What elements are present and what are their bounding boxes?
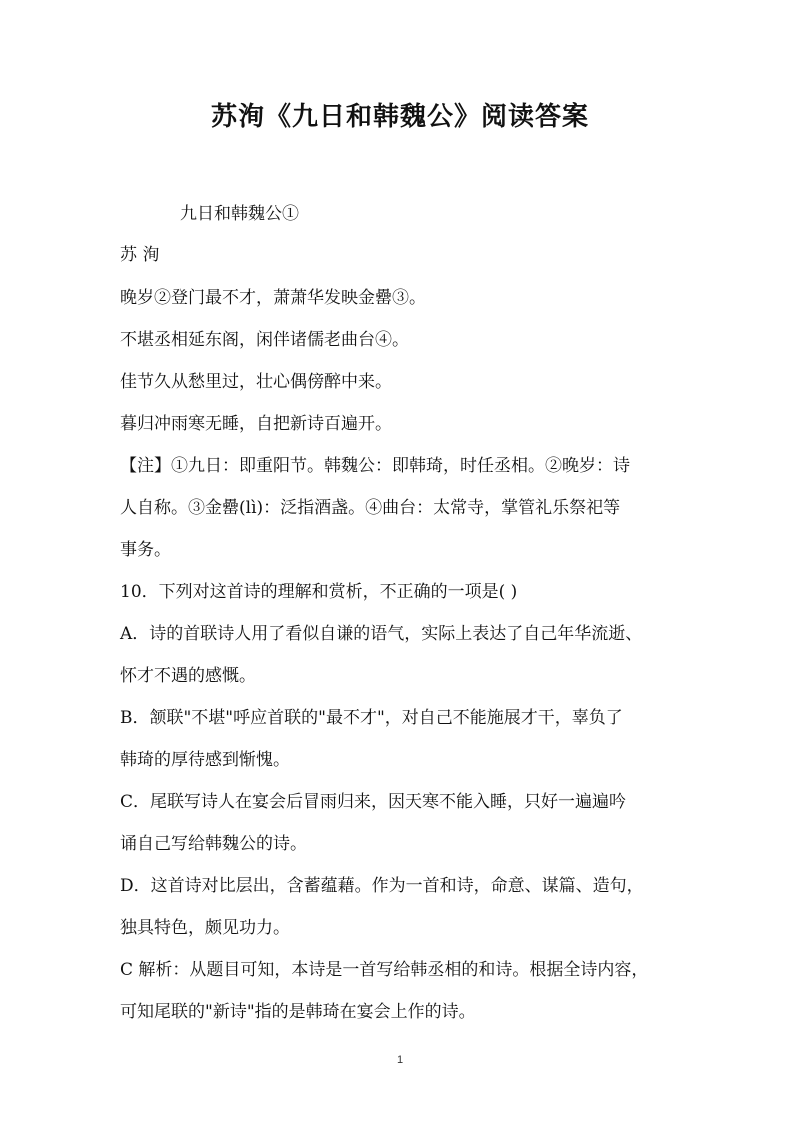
option-b-line-1: B．颔联"不堪"呼应首联的"最不才"，对自己不能施展才干，辜负了 [120,708,623,728]
poem-line: 晚岁②登门最不才，萧萧华发映金罍③。 [120,288,426,308]
poem-line: 不堪丞相延东阁，闲伴诸儒老曲台④。 [120,330,409,350]
page-number: 1 [396,1054,404,1066]
option-d-line-1: D．这首诗对比层出，含蓄蕴藉。作为一首和诗，命意、谋篇、造句， [120,876,644,896]
poem-line: 暮归冲雨寒无睡，自把新诗百遍开。 [120,414,392,434]
poem-line: 佳节久从愁里过，壮心偶傍醉中来。 [120,372,392,392]
option-c-line-1: C．尾联写诗人在宴会后冒雨归来，因天寒不能入睡，只好一遍遍吟 [120,792,627,812]
option-b-line-2: 韩琦的厚待感到惭愧。 [120,750,290,770]
option-c-line-2: 诵自己写给韩魏公的诗。 [120,834,307,854]
answer-line: C 解析：从题目可知，本诗是一首写给韩丞相的和诗。根据全诗内容， [120,960,649,980]
poem-author: 苏 洵 [120,245,160,265]
notes-line: 事务。 [120,540,171,560]
option-d-line-2: 独具特色，颇见功力。 [120,918,290,938]
option-a-line-1: A．诗的首联诗人用了看似自谦的语气，实际上表达了自己年华流逝、 [120,624,643,644]
poem-title: 九日和韩魏公① [180,204,299,224]
question-stem: 10．下列对这首诗的理解和赏析，不正确的一项是( ) [120,582,518,602]
option-a-line-2: 怀才不遇的感慨。 [120,666,256,686]
answer-line: 可知尾联的"新诗"指的是韩琦在宴会上作的诗。 [120,1002,476,1022]
notes-line: 【注】①九日：即重阳节。韩魏公：即韩琦，时任丞相。②晚岁：诗 [120,456,630,476]
notes-line: 人自称。③金罍(lì)：泛指酒盏。④曲台：太常寺，掌管礼乐祭祀等 [120,498,621,518]
page-title: 苏洵《九日和韩魏公》阅读答案 [210,102,589,132]
